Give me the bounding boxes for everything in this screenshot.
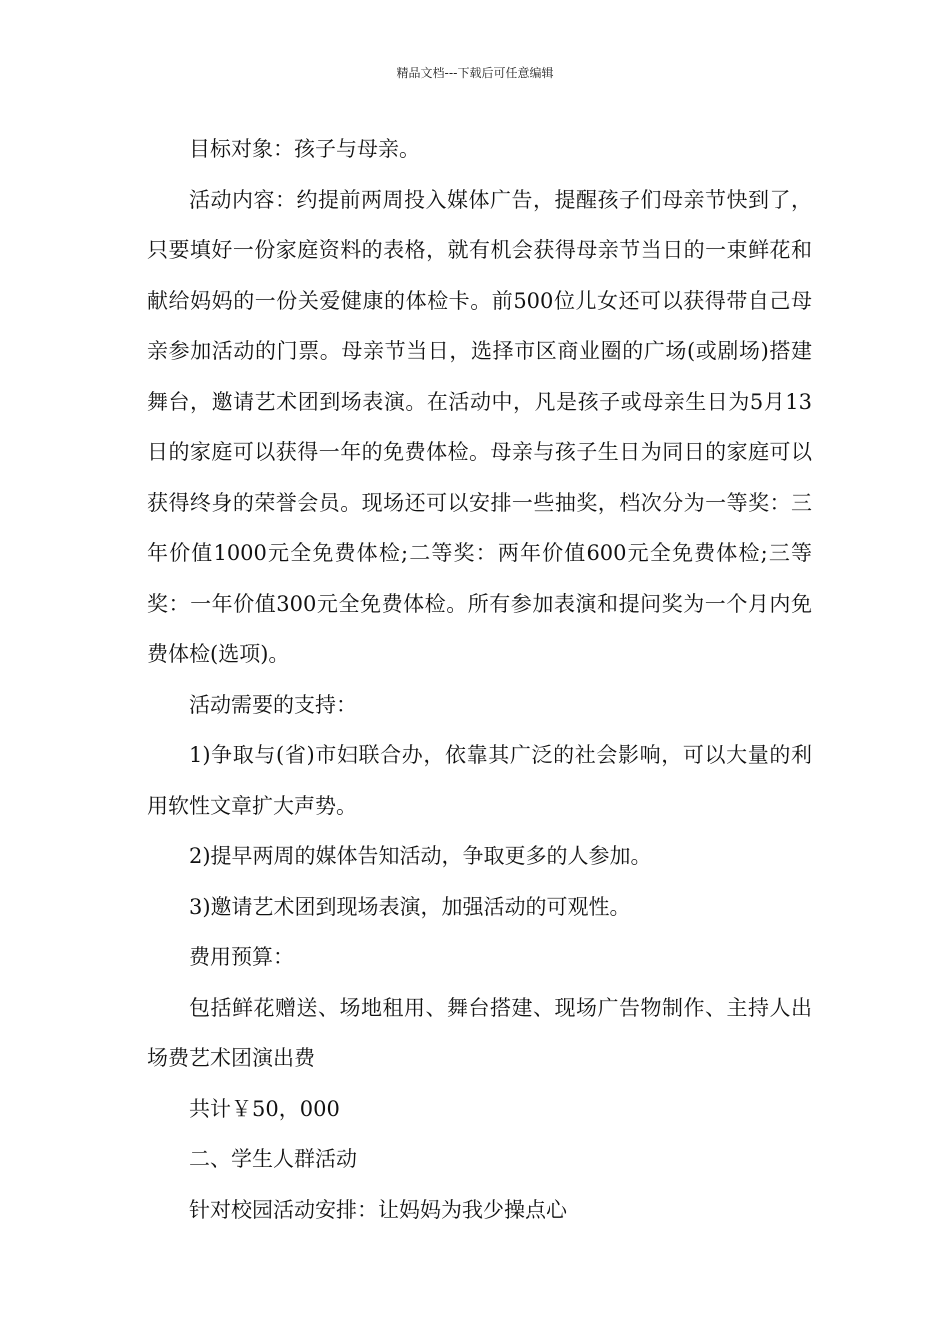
paragraph-support-3: 3)邀请艺术团到现场表演，加强活动的可观性。 xyxy=(189,894,631,919)
section-heading-student-activity: 二、学生人群活动 xyxy=(189,1147,357,1171)
paragraph-budget-items: 包括鲜花赠送、场地租用、舞台搭建、现场广告物制作、主持人出场费艺术团演出费 xyxy=(147,995,812,1070)
document-body xyxy=(147,124,812,1235)
paragraph-target-audience: 目标对象：孩子与母亲。 xyxy=(189,137,420,161)
paragraph-budget-total: 共计￥50，000 xyxy=(189,1096,340,1121)
paragraph-support-heading: 活动需要的支持： xyxy=(189,692,357,717)
paragraph-support-2: 2)提早两周的媒体告知活动，争取更多的人参加。 xyxy=(189,844,652,868)
page-header: 精品文档---下载后可任意编辑 xyxy=(396,66,554,80)
paragraph-campus-activity: 针对校园活动安排：让妈妈为我少操点心 xyxy=(189,1197,567,1222)
paragraph-activity-content: 活动内容：约提前两周投入媒体广告，提醒孩子们母亲节快到了，只要填好一份家庭资料的表格，就有机会获得母亲节当日的一束鲜花和献给妈妈的一份关爱健康的体检卡。前500位儿女还可以获得带自己母亲参加活动的门票。母亲节当日，选择市区商业圈的广场(或剧场)搭建舞台，邀请艺术团到场表演。在活动中，凡是孩子或母亲生日为5月13日的家庭可以获得一年的免费体检。母亲与孩子生日为同日的家庭可以获得终身的荣誉会员。现场还可以安排一些抽奖，档次分为一等奖：三年价值1000元全免费体检;二等奖：两年价值600元全免费体检;三等奖：一年价值300元全免费体检。所有参加表演和提问奖为一个月内免费体检(选项)。 xyxy=(147,187,812,666)
paragraph-budget-heading: 费用预算： xyxy=(189,945,294,969)
paragraph-support-1: 1)争取与(省)市妇联合办，依靠其广泛的社会影响，可以大量的利用软性文章扩大声势。 xyxy=(147,743,812,818)
